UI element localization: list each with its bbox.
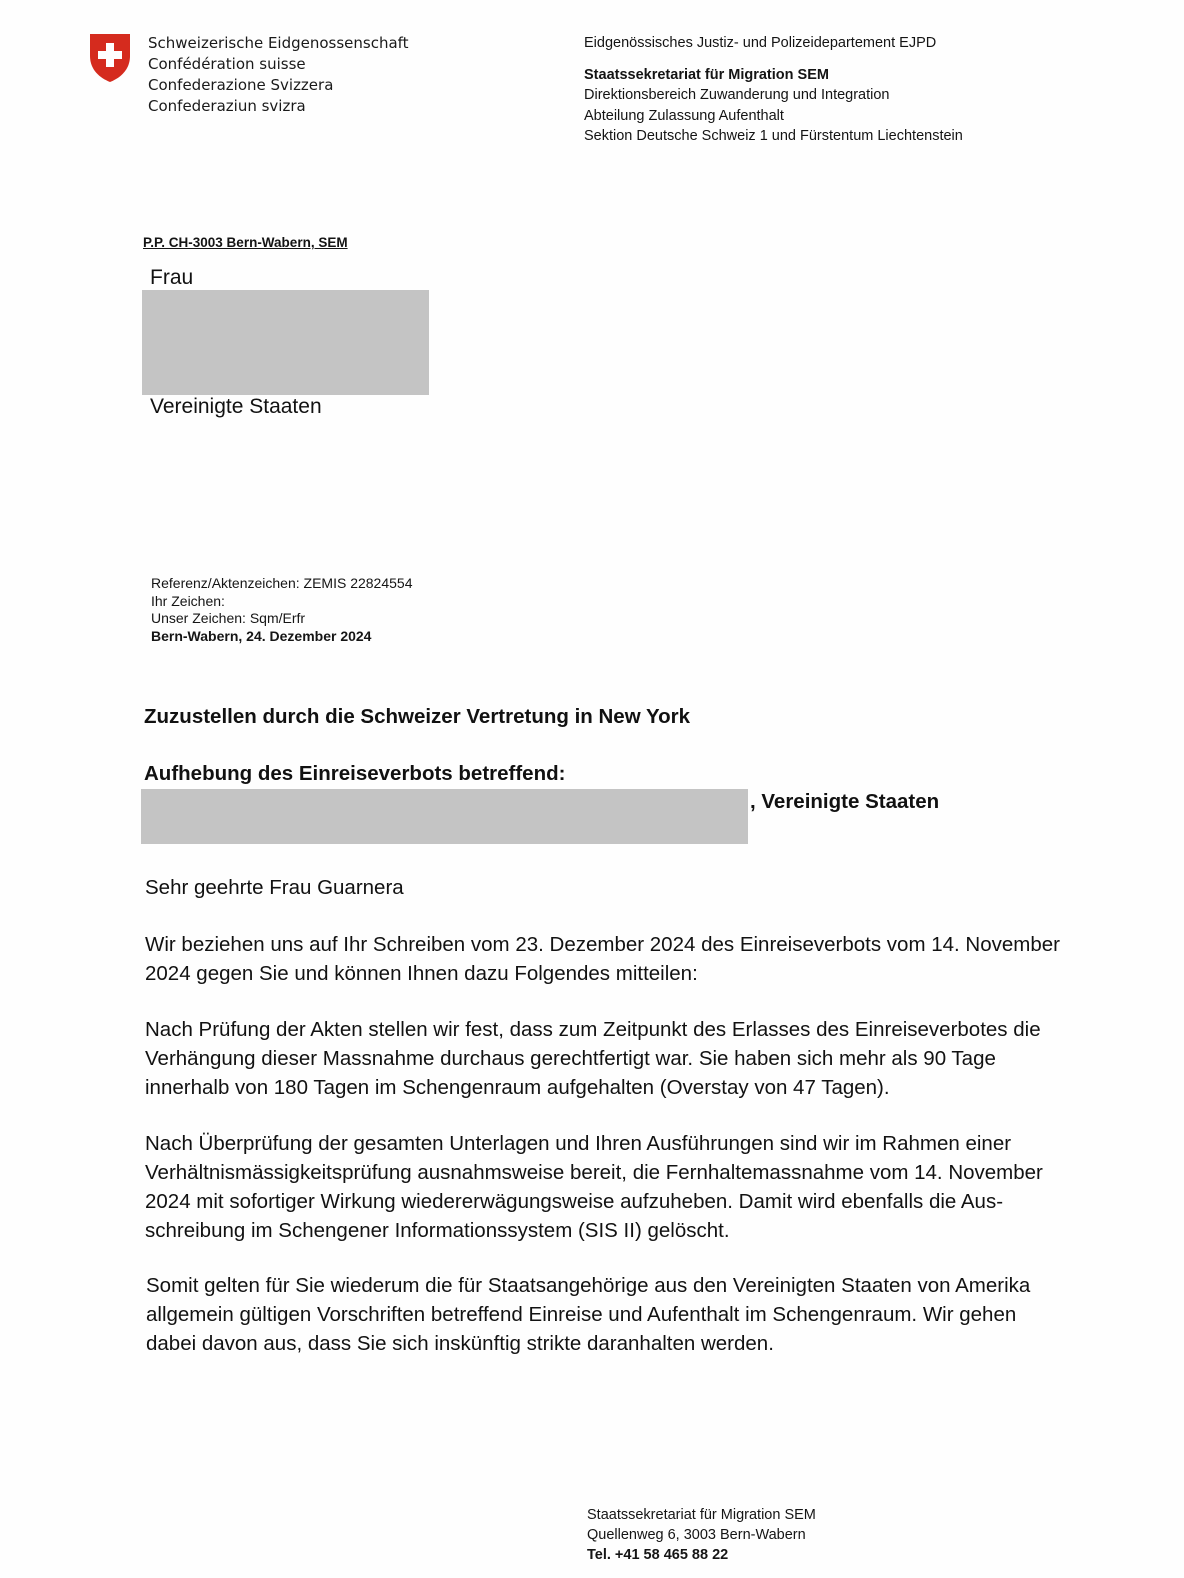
our-sign: Unser Zeichen: Sqm/Erfr [151,610,306,626]
department-name: Eidgenössisches Justiz- und Polizeidepartement EJPD [584,35,937,51]
paragraph-line: Nach Prüfung der Akten stellen wir fest, dass zum Zeitpunkt des Erlasses des Einreiseverbotes die [145,1018,1041,1041]
paragraph-line: Verhängung dieser Massnahme durchaus gerechtfertigt war. Sie haben sich mehr als 90 Tage [145,1047,996,1070]
paragraph-line: dabei davon aus, dass Sie sich inskünftig strikte daranhalten werden. [146,1332,774,1355]
confederation-fr: Confédération suisse [148,55,306,73]
footer-office: Staatssekretariat für Migration SEM [587,1507,816,1523]
footer-address: Quellenweg 6, 3003 Bern-Wabern [587,1527,806,1543]
reference-number: Referenz/Aktenzeichen: ZEMIS 22824554 [151,575,413,591]
paragraph-line: Somit gelten für Sie wiederum die für Staatsangehörige aus den Vereinigten Staaten von Amerika [146,1274,1031,1297]
confederation-rm: Confederaziun svizra [148,97,306,115]
paragraph-line: schreibung im Schengener Informationssystem (SIS II) gelöscht. [145,1219,730,1242]
subject-country: , Vereinigte Staaten [750,790,940,813]
paragraph-line: 2024 gegen Sie und können Ihnen dazu Folgendes mitteilen: [145,962,698,985]
postage-paid-line: P.P. CH-3003 Bern-Wabern, SEM [143,235,348,250]
delivery-note: Zuzustellen durch die Schweizer Vertretung in New York [144,705,691,728]
redacted-address-block [142,290,429,395]
paragraph-line: Nach Überprüfung der gesamten Unterlagen und Ihren Ausführungen sind wir im Rahmen einer [145,1132,1012,1155]
paragraph-2 [145,1015,1041,1102]
confederation-names [148,33,409,117]
paragraph-line: Verhältnismässigkeitsprüfung ausnahmsweise bereit, die Fernhaltemassnahme vom 14. November [145,1161,1043,1184]
subject-heading: Aufhebung des Einreiseverbots betreffend: [144,762,566,785]
paragraph-line: allgemein gültigen Vorschriften betreffend Einreise und Aufenthalt im Schengenraum. Wir gehen [146,1303,1017,1326]
section-name-2: Sektion Deutsche Schweiz 1 und Fürstentum Liechtenstein [584,128,963,144]
paragraph-line: innerhalb von 180 Tagen im Schengenraum aufgehalten (Overstay von 47 Tagen). [145,1076,890,1099]
recipient-country: Vereinigte Staaten [150,395,322,418]
division-name: Direktionsbereich Zuwanderung und Integration [584,87,890,103]
confederation-de: Schweizerische Eidgenossenschaft [148,34,409,52]
footer-phone: Tel. +41 58 465 88 22 [587,1547,729,1563]
paragraph-line: 2024 mit sofortiger Wirkung wiedererwägungsweise aufzuheben. Damit wird ebenfalls die Aus- [145,1190,1004,1213]
swiss-cross-emblem-icon [88,32,132,84]
section-name-1: Abteilung Zulassung Aufenthalt [584,107,784,124]
paragraph-1 [145,930,1060,988]
confederation-it: Confederazione Svizzera [148,76,334,94]
paragraph-3 [145,1129,1043,1245]
your-sign: Ihr Zeichen: [151,592,225,609]
department-header [584,33,963,147]
recipient-title: Frau [150,266,194,289]
office-name: Staatssekretariat für Migration SEM [584,66,829,83]
paragraph-4 [146,1271,1030,1358]
redacted-subject-name [141,789,748,844]
greeting: Sehr geehrte Frau Guarnera [145,876,404,899]
place-date: Bern-Wabern, 24. Dezember 2024 [151,627,372,644]
reference-block [151,575,413,645]
footer-contact [587,1505,816,1565]
paragraph-line: Wir beziehen uns auf Ihr Schreiben vom 23. Dezember 2024 des Einreiseverbots vom 14. November [145,933,1060,956]
